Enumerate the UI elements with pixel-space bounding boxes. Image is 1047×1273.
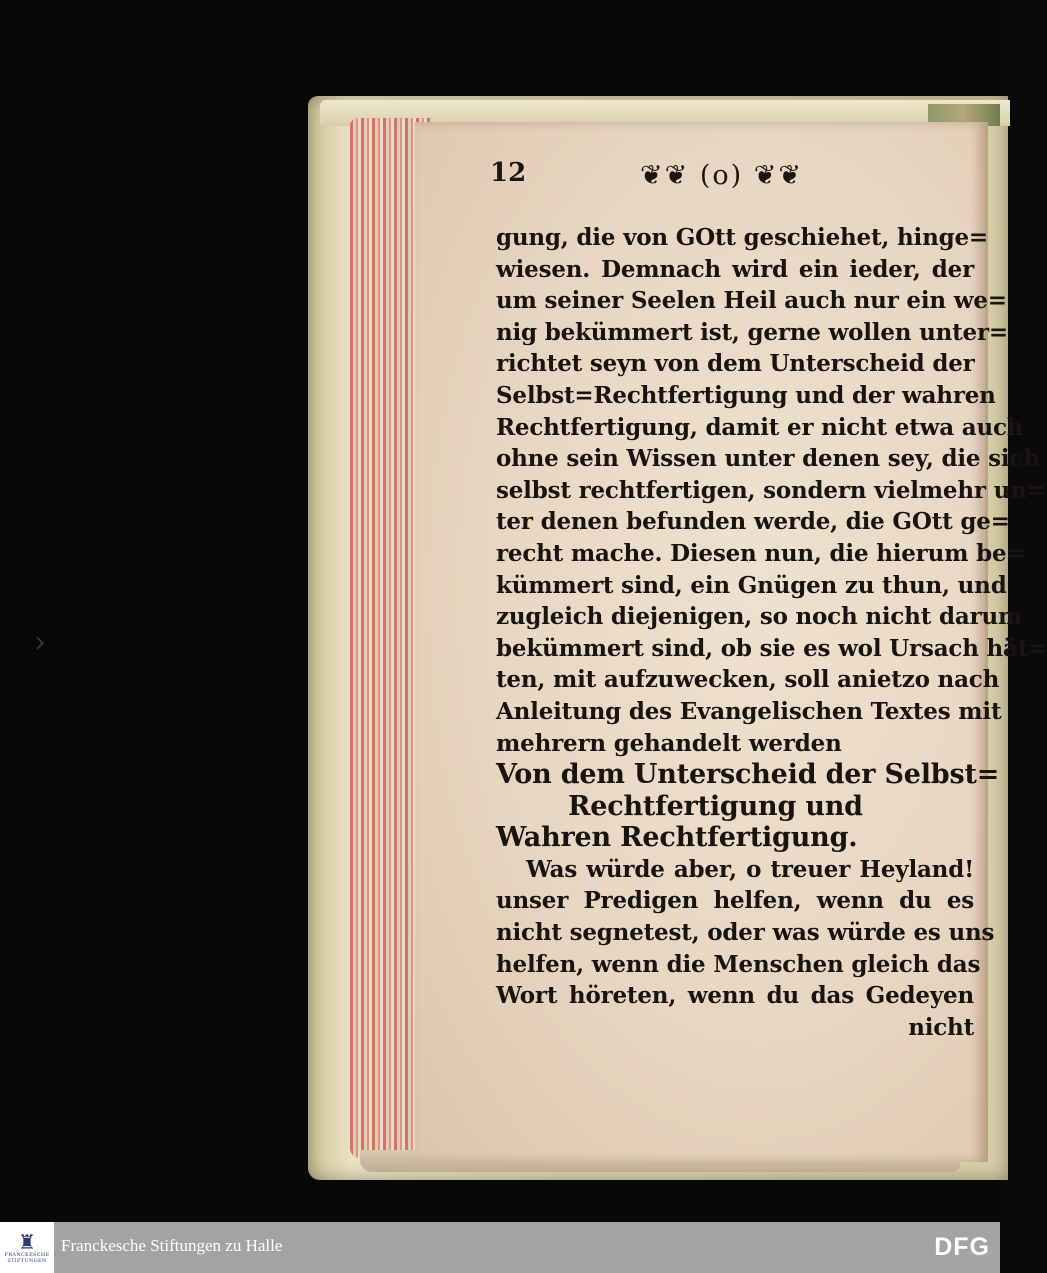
header-ornament: ❦❦ (o) ❦❦ (640, 160, 803, 191)
text-line: ter denen befunden werde, die GOtt ge= (496, 508, 1010, 536)
text-line: richtet seyn von dem Unterscheid der (496, 350, 975, 378)
text-line: Anleitung des Evangelischen Textes mit (496, 697, 1002, 725)
text-line: recht mache. Diesen nun, die hierum be= (496, 539, 1026, 567)
logo-text: FRANCKESCHE STIFTUNGEN (4, 1251, 50, 1264)
text-line: nicht segnetest, oder was würde es uns (496, 919, 995, 947)
chevron-right-icon[interactable]: › (34, 625, 46, 660)
text-line: Rechtfertigung, damit er nicht etwa auch (496, 413, 1024, 441)
institution-name[interactable]: Franckesche Stiftungen zu Halle (61, 1236, 283, 1255)
text-line: um seiner Seelen Heil auch nur ein we= (496, 287, 1007, 315)
text-line: Was würde aber, o treuer Heyland! (526, 855, 974, 883)
text-line: nicht (908, 1013, 974, 1041)
logo-icon: ♜ (18, 1229, 36, 1254)
text-line: Von dem Unterscheid der Selbst= (496, 759, 1000, 791)
text-line: nig bekümmert ist, gerne wollen unter= (496, 318, 1008, 346)
text-line: unser Predigen helfen, wenn du es (496, 887, 974, 915)
text-line: helfen, wenn die Menschen gleich das (496, 950, 981, 978)
dfg-logo[interactable]: DFG (934, 1233, 990, 1261)
text-line: selbst rechtfertigen, sondern vielmehr un= (496, 476, 1046, 504)
footer-bar (0, 1222, 1000, 1273)
text-line: gung, die von GOtt geschiehet, hinge= (496, 224, 988, 251)
text-line: bekümmert sind, ob sie es wol Ursach hät= (496, 634, 1047, 662)
text-line: mehrern gehandelt werden (496, 729, 842, 757)
page-number: 12 (490, 158, 527, 188)
page-text-block (496, 222, 1047, 1043)
page-header (490, 158, 970, 198)
text-line: Rechtfertigung und (568, 790, 863, 822)
text-line: ten, mit aufzuwecken, soll anietzo nach (496, 666, 1000, 694)
institution-logo[interactable] (0, 1222, 54, 1273)
text-line: ohne sein Wissen unter denen sey, die sich (496, 445, 1040, 473)
text-line: wiesen. Demnach wird ein ieder, der (496, 255, 974, 283)
text-line: Selbst=Rechtfertigung und der wahren (496, 381, 996, 409)
text-line: kümmert sind, ein Gnügen zu thun, und (496, 571, 1007, 599)
text-line: zugleich diejenigen, so noch nicht darum (496, 603, 1023, 631)
text-line: Wahren Rechtfertigung. (496, 822, 858, 854)
text-line: Wort höreten, wenn du das Gedeyen (496, 982, 974, 1010)
